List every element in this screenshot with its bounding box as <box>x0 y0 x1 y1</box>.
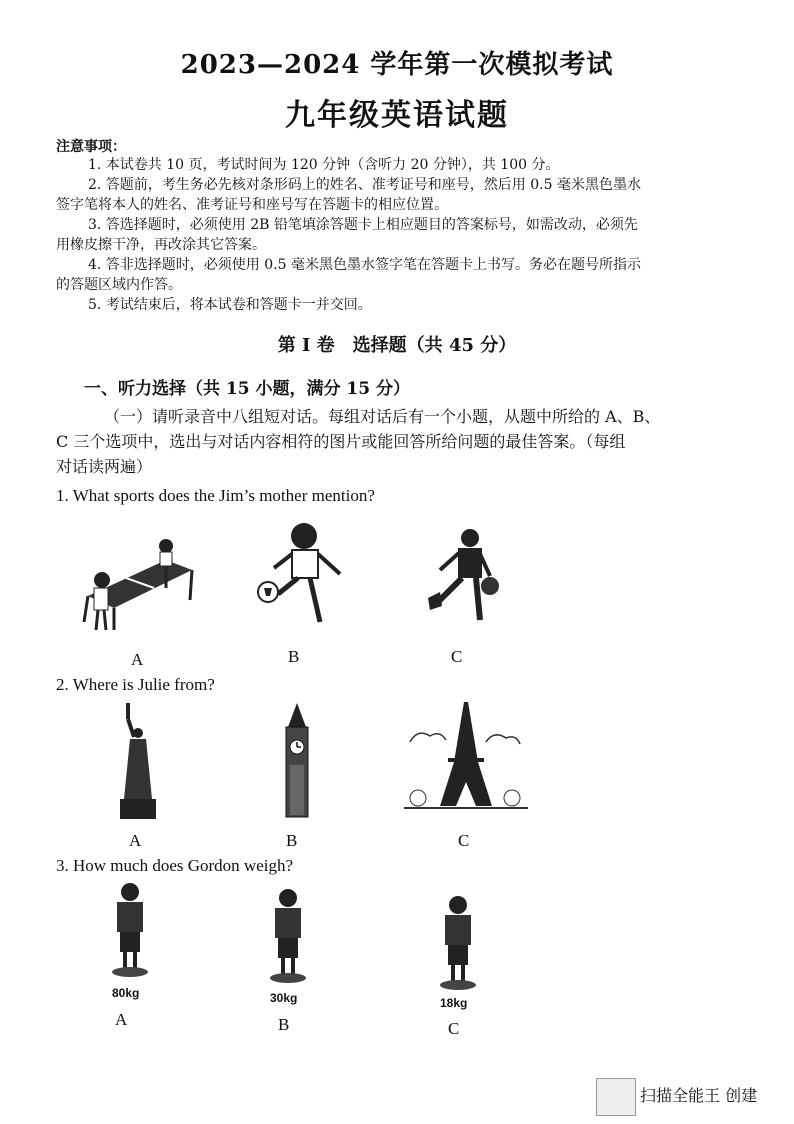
exam-subtitle: 九年级英语试题 <box>285 98 509 133</box>
note-line: 的答题区域内作答。 <box>56 277 182 293</box>
question-3-text: 3. How much does Gordon weigh? <box>56 856 294 875</box>
big-ben-icon <box>280 703 314 819</box>
part-title: 一、听力选择（共 15 小题，满分 15 分） <box>84 379 410 399</box>
question-1-text: 1. What sports does the Jim’s mother mention? <box>56 486 375 505</box>
q3-option-a[interactable]: A <box>115 1010 128 1029</box>
q2-option-c[interactable]: C <box>458 831 470 850</box>
q1-option-c[interactable]: C <box>451 647 463 666</box>
instruction-line: C 三个选项中，选出与对话内容相符的图片或能回答所给问题的最佳答案。（每组 <box>56 432 626 451</box>
instruction-line: 对话读两遍） <box>56 457 153 476</box>
section-title: 第 I 卷 选择题（共 45 分） <box>277 335 517 356</box>
q3-option-b[interactable]: B <box>278 1015 290 1034</box>
q1-option-b[interactable]: B <box>288 647 300 666</box>
note-line: 用橡皮擦干净，再改涂其它答案。 <box>56 237 266 253</box>
notes-heading: 注意事项： <box>56 139 126 155</box>
q3-weight-c: 18kg <box>440 996 468 1010</box>
person-on-scale-icon <box>268 888 308 984</box>
q2-option-b[interactable]: B <box>286 831 298 850</box>
q3-weight-b: 30kg <box>270 991 298 1005</box>
scanner-watermark: 扫描全能王 创建 <box>640 1086 758 1105</box>
soccer-player-icon <box>254 522 348 630</box>
person-on-scale-icon <box>110 882 150 978</box>
note-line: 2. 答题前，考生务必先核对条形码上的姓名、准考证号和座号，然后用 0.5 毫米黑色墨水 <box>88 177 641 193</box>
basketball-player-icon <box>420 528 508 628</box>
q2-option-a[interactable]: A <box>129 831 142 850</box>
question-2-text: 2. Where is Julie from? <box>56 675 215 694</box>
exam-title: 2023—2024 学年第一次模拟考试 <box>180 50 614 80</box>
note-line: 签字笔将本人的姓名、准考证号和座号写在答题卡的相应位置。 <box>56 197 448 213</box>
note-line: 5. 考试结束后，将本试卷和答题卡一并交回。 <box>88 297 372 313</box>
note-line: 3. 答选择题时，必须使用 2B 铅笔填涂答题卡上相应题目的答案标号，如需改动，必须先 <box>88 217 638 233</box>
q3-weight-a: 80kg <box>112 986 140 1000</box>
instruction-line: （一）请听录音中八组短对话。每组对话后有一个小题，从题中所给的 A、B、 <box>104 407 661 426</box>
q3-option-c[interactable]: C <box>448 1019 460 1038</box>
scanner-qr-icon <box>596 1078 636 1116</box>
person-on-scale-icon <box>438 895 478 991</box>
note-line: 1. 本试卷共 10 页，考试时间为 120 分钟（含听力 20 分钟），共 100 分。 <box>88 157 560 173</box>
ping-pong-icon <box>74 538 196 634</box>
statue-of-liberty-icon <box>116 703 160 821</box>
q1-option-a[interactable]: A <box>131 650 144 669</box>
note-line: 4. 答非选择题时，必须使用 0.5 毫米黑色墨水签字笔在答题卡上书写。务必在题号所指示 <box>88 257 641 273</box>
eiffel-tower-icon <box>400 702 532 816</box>
